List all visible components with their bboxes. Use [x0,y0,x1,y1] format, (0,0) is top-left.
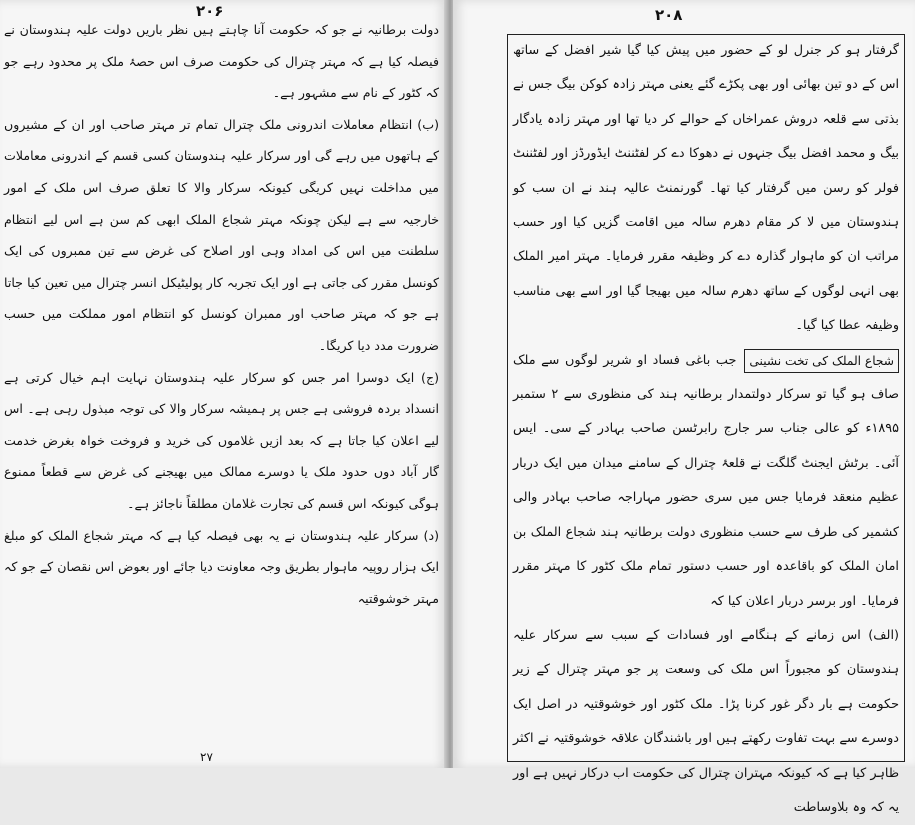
left-page-folio: ۲۷ [200,750,213,764]
left-page-number: ۲۰۶ [196,2,224,20]
right-intro-paragraph: گرفتار ہو کر جنرل لو کے حضور میں پیش کیا گیا شیر افضل کے ساتھ اس کے دو تین بھائی اور بھی پکڑے گئے یعنی مہتر زادہ کوکن بیگ جس نے بذتی سے قلعہ دروش عمراخاں کے حوالے کر دیا تھا اور مہتر زادہ یادگار بیگ و محمد افضل بیگ جنہوں نے دھوکا دے کر لفٹننٹ ایڈورڈز اور لفٹننٹ فولر کو رسن میں گرفتار کیا تھا۔ گورنمنٹ عالیہ ہند نے ان سب کو ہندوستان میں لا کر مقام دھرم سالہ میں اقامت گزیں کیا اور حسب مراتب ان کو ماہوار گذارہ دے کر وظیفہ مقرر فرمایا۔ مہتر امیر الملک بھی انہی لوگوں کے ساتھ دھرم سالہ میں بھیجا گیا اور اسے بھی مناسب وظیفہ عطا کیا گیا۔ [513,43,899,334]
right-page-number: ۲۰۸ [655,6,683,24]
right-page-text-wrap [507,34,905,815]
left-page [0,0,447,768]
left-paragraph-1: دولت برطانیہ نے جو کہ حکومت آنا چاہتے ہیں نظر باریں دولت علیہ ہندوستان نے فیصلہ کیا ہے کہ مہتر چترال کی حکومت صرف اس حصۂ ملک پر محدود رہے جو کہ کٹور کے نام سے مشہور ہے۔ [4,22,439,101]
left-page-text [4,14,439,614]
right-section [513,344,899,619]
left-paragraph-2: (ب) انتظام معاملات اندرونی ملک چترال تمام تر مہتر صاحب اور ان کے مشیروں کے ہاتھوں میں رہے گی اور سرکار علیہ ہندوستان کسی قسم کے اندرونی معاملات میں مداخلت نہیں کریگی کیونکہ سرکار والا کا تعلق صرف اس ملک کے امور خارجیہ سے ہے لیکن چونکہ مہتر شجاع الملک ابھی کم سن ہے اس لیے انتظام سلطنت میں اس کی امداد وہی اور اصلاح کی غرض سے تین ممبروں کی ایک کونسل مقرر کی جاتی ہے اور ایک تجربہ کار پولیٹیکل انسر چترال میں تعین کیا جاتا ہے جو کہ مہتر صاحب اور ممبران کونسل کو انتظام امور مملکت میں حسب ضرورت مدد دیا کریگا۔ [4,116,439,353]
left-paragraph-3: (ج) ایک دوسرا امر جس کو سرکار علیہ ہندوستان نہایت اہم خیال کرتی ہے انسداد بردہ فروشی ہے جس پر ہمیشہ سرکار والا کی توجہ مبذول رہی ہے۔ اس لیے اعلان کیا جاتا ہے کہ بعد ازیں غلاموں کی خرید و فروخت خواہ بغرض خدمت گار آباد دوں حدود ملک یا دوسرے ممالک میں بھیجنے کی غرض سے قطعاً ممنوع ہوگی کیونکہ اس قسم کی تجارت غلامان مطلقاً ناجائز ہے۔ [4,369,439,511]
right-clause-paragraph: (الف) اس زمانے کے ہنگامے اور فسادات کے سبب سے سرکار علیہ ہندوستان کو مجبوراً اس ملک کی وسعت پر جو مہتر چترال کے زیر حکومت ہے بار دگر غور کرنا پڑا۔ ملک کٹور اور خوشوقتیہ در اصل ایک دوسرے سے بہت تفاوت رکھتے ہیں اور باشندگان علاقہ خوشوقتیہ نے اکثر ظاہر کیا ہے کہ کیونکہ مہتران چترال کی حکومت اب درکار نہیں ہے اور یہ کہ وہ بلاوساطت [513,627,899,815]
section-heading: شجاع الملک کی تخت نشینی [744,349,899,373]
right-page-text [513,34,899,825]
section-paragraph: جب باغی فساد او شریر لوگوں سے ملک صاف ہو گیا تو سرکار دولتمدار برطانیہ ہند کی منظوری سے ۲ ستمبر ۱۸۹۵ء کو عالی جناب سر جارج رابرٹسن صاحب بہادر کے سی۔ ایس آئی۔ برٹش ایجنٹ گلگت نے قلعۂ چترال کے سامنے میدان میں ایک دربار عظیم منعقد فرمایا جس میں سری حضور مہاراجہ صاحب بہادر والی کشمیر کی طرف سے حسب منظوری دولت برطانیہ ہند شجاع الملک بن امان الملک کو باقاعدہ اور حسب دستور تمام ملک کٹور کا مہتر مقرر فرمایا۔ اور برسر دربار اعلان کیا کہ [513,352,899,609]
left-paragraph-4: (د) سرکار علیہ ہندوستان نے یہ بھی فیصلہ کیا ہے کہ مہتر شجاع الملک کو مبلغ ایک ہزار روپیہ ماہوار بطریق وجہ معاونت دیا جائے اور بعوض اس نقصان کے جو کہ مہتر خوشوقتیہ [4,527,439,606]
